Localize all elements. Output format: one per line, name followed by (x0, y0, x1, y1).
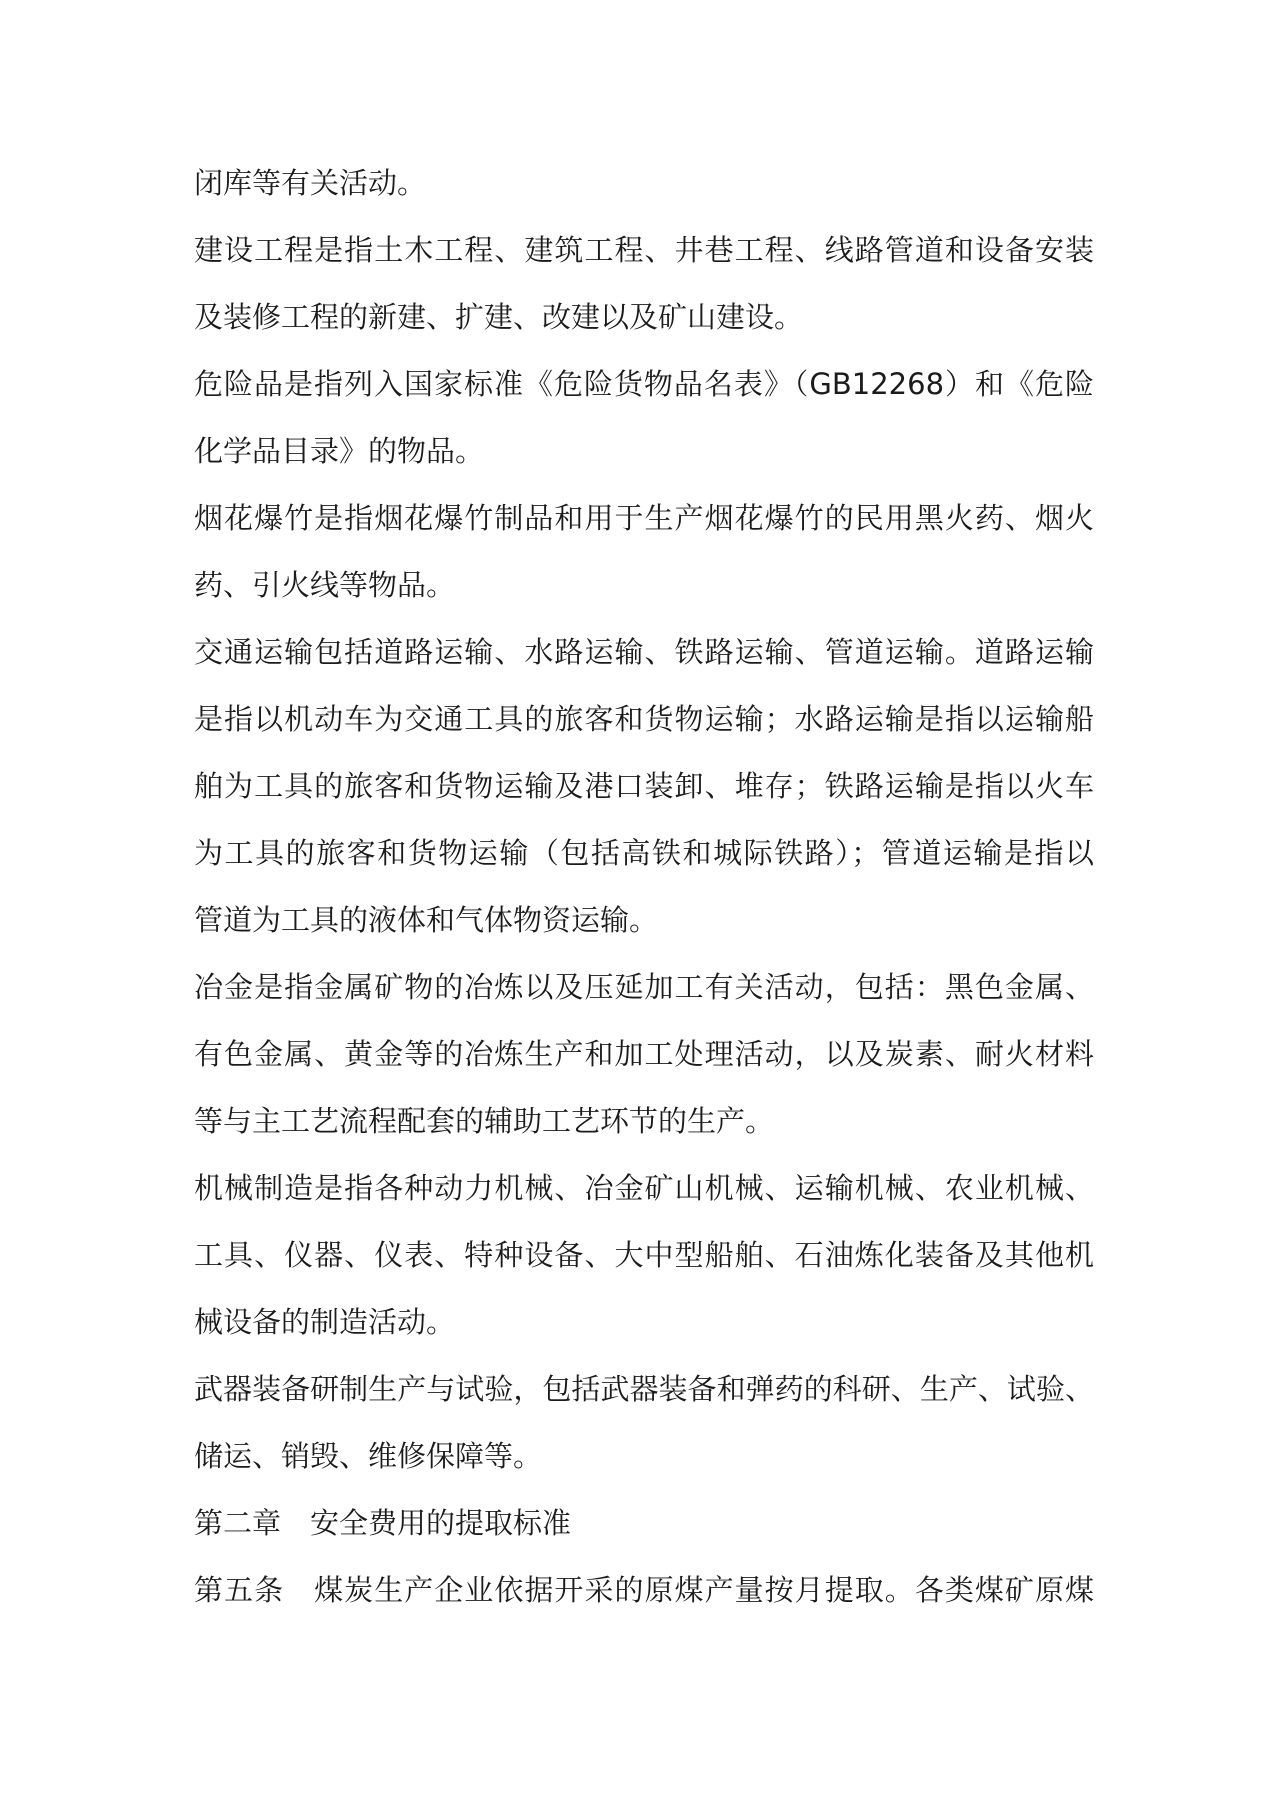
text-line: 冶金是指金属矿物的冶炼以及压延加工有关活动，包括：黑色金属、 (194, 970, 1094, 1004)
text-line: 机械制造是指各种动力机械、冶金矿山机械、运输机械、农业机械、 (194, 1171, 1094, 1205)
document-page (194, 150, 1094, 1624)
text-line: 药、引火线等物品。 (194, 568, 456, 602)
text-line: 交通运输包括道路运输、水路运输、铁路运输、管道运输。道路运输 (194, 635, 1094, 669)
text-line: 闭库等有关活动。 (194, 166, 427, 200)
chapter-heading: 第二章 安全费用的提取标准 (194, 1506, 572, 1540)
text-line: 危险品是指列入国家标准《危险货物品名表》（GB12268）和《危险 (194, 367, 1094, 401)
text-line: 工具、仪器、仪表、特种设备、大中型船舶、石油炼化装备及其他机 (194, 1238, 1094, 1272)
text-line: 烟花爆竹是指烟花爆竹制品和用于生产烟花爆竹的民用黑火药、烟火 (194, 501, 1094, 535)
text-line: 为工具的旅客和货物运输（包括高铁和城际铁路）；管道运输是指以 (194, 836, 1094, 870)
text-line: 械设备的制造活动。 (194, 1305, 456, 1339)
text-line: 武器装备研制生产与试验，包括武器装备和弹药的科研、生产、试验、 (194, 1372, 1094, 1406)
text-line: 是指以机动车为交通工具的旅客和货物运输；水路运输是指以运输船 (194, 702, 1094, 736)
text-line: 管道为工具的液体和气体物资运输。 (194, 903, 659, 937)
article-line: 第五条 煤炭生产企业依据开采的原煤产量按月提取。各类煤矿原煤 (194, 1573, 1094, 1607)
text-line: 储运、销毁、维修保障等。 (194, 1439, 543, 1473)
text-line: 等与主工艺流程配套的辅助工艺环节的生产。 (194, 1104, 775, 1138)
text-line: 及装修工程的新建、扩建、改建以及矿山建设。 (194, 300, 804, 334)
text-line: 有色金属、黄金等的冶炼生产和加工处理活动，以及炭素、耐火材料 (194, 1037, 1094, 1071)
text-line: 舶为工具的旅客和货物运输及港口装卸、堆存；铁路运输是指以火车 (194, 769, 1094, 803)
text-line: 化学品目录》的物品。 (194, 434, 485, 468)
text-line: 建设工程是指土木工程、建筑工程、井巷工程、线路管道和设备安装 (194, 233, 1094, 267)
